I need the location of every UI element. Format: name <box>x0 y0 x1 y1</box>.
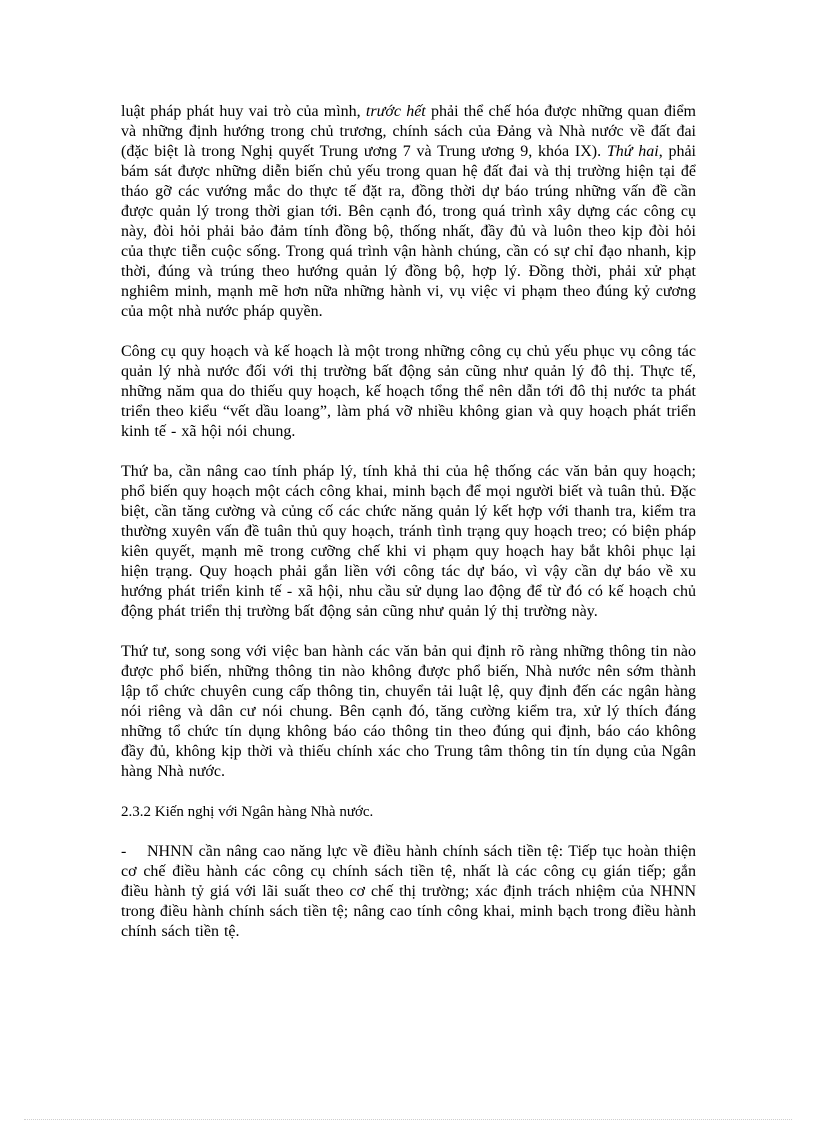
paragraph-planning-tools: Công cụ quy hoạch và kế hoạch là một trong những công cụ chủ yếu phục vụ công tác quản lý nhà nước đối với thị trường bất động sản cũng như quản lý đô thị. Thực tế, những năm qua do thiếu quy hoạch, kế hoạch tổng thể nên dẫn tới đô thị nước ta phát triển theo kiểu “vết dầu loang”, làm phá vỡ nhiều không gian và quy hoạch phát triển kinh tế - xã hội nói chung. <box>121 343 696 440</box>
paragraph-text: , phải bám sát được những diễn biến chủ yếu trong quan hệ đất đai và thị trường hiện tại để tháo gỡ các vướng mắc do thực tế đặt ra, đồng thời dự báo trúng những vấn đề cần được quản lý trong thời gian tới. Bên cạnh đó, trong quá trình xây dựng các công cụ này, đòi hỏi phải bảo đảm tính đồng bộ, thống nhất, đầy đủ và luôn theo kịp đòi hỏi của thực tiễn cuộc sống. Trong quá trình vận hành chúng, cần có sự chỉ đạo nhanh, kịp thời, đúng và trúng theo hướng quản lý đồng bộ, hợp lý. Đồng thời, phải xử phạt nghiêm minh, mạnh mẽ hơn nữa những hành vi, vụ việc vi phạm theo đúng kỷ cương của một nhà nước pháp quyền. <box>121 143 697 320</box>
emphasis-truoc-het: trước hết <box>365 103 426 120</box>
paragraph-text: luật pháp phát huy vai trò của mình, <box>121 103 366 120</box>
emphasis-thu-hai: Thứ hai <box>606 143 659 160</box>
bullet-text: NHNN cần nâng cao năng lực về điều hành chính sách tiền tệ: Tiếp tục hoàn thiện cơ chế điều hành các công cụ chính sách tiền tệ, nhất là các công cụ gián tiếp; gắn điều hành tỷ giá với lãi suất theo cơ chế thị trường; xác định trách nhiệm của NHNN trong điều hành chính sách tiền tệ; nâng cao tính công khai, minh bạch trong điều hành chính sách tiền tệ. <box>121 843 696 940</box>
section-heading: 2.3.2 Kiến nghị với Ngân hàng Nhà nước. <box>121 804 374 820</box>
paragraph-text: phải thể chế hóa được những quan điểm và những định hướng trong chủ trương, chính sách của Đảng và Nhà nước về đất đai (đặc biệt là trong Nghị quyết Trung ương 7 và Trung ương 9, khóa IX). <box>121 103 697 160</box>
paragraph-thu-ba: Thứ ba, cần nâng cao tính pháp lý, tính khả thi của hệ thống các văn bản quy hoạch; phổ biến quy hoạch một cách công khai, minh bạch để mọi người biết và tuân thủ. Đặc biệt, cần tăng cường và củng cố các chức năng quản lý kết hợp với thanh tra, kiểm tra thường xuyên vấn đề tuân thủ quy hoạch, tránh tình trạng quy hoạch treo; có biện pháp kiên quyết, mạnh mẽ trong cưỡng chế khi vi phạm quy hoạch hay bắt khôi phục lại hiện trạng. Quy hoạch phải gắn liền với công tác dự báo, vì vậy cần dự báo về xu hướng phát triển kinh tế - xã hội, nhu cầu sử dụng lao động để từ đó có kế hoạch chủ động phát triển thị trường bất động sản cũng như quản lý thị trường này. <box>121 463 696 620</box>
paragraph-thu-tu: Thứ tư, song song với việc ban hành các văn bản qui định rõ ràng những thông tin nào được phổ biến, những thông tin nào không được phổ biến, Nhà nước nên sớm thành lập tổ chức chuyên cung cấp thông tin, chuyển tải luật lệ, quy định đến các ngân hàng nói riêng và dân cư nói chung. Bên cạnh đó, tăng cường kiểm tra, xử lý thích đáng những tổ chức tín dụng không báo cáo thông tin theo đúng qui định, báo cáo không đầy đủ, không kịp thời và thiếu chính xác cho Trung tâm thông tin tín dụng của Ngân hàng Nhà nước. <box>121 643 696 780</box>
bullet-dash: - <box>121 843 127 860</box>
page-bottom-divider <box>24 1119 792 1120</box>
bullet-item <box>121 842 696 942</box>
paragraph-legal-tools <box>121 102 696 322</box>
